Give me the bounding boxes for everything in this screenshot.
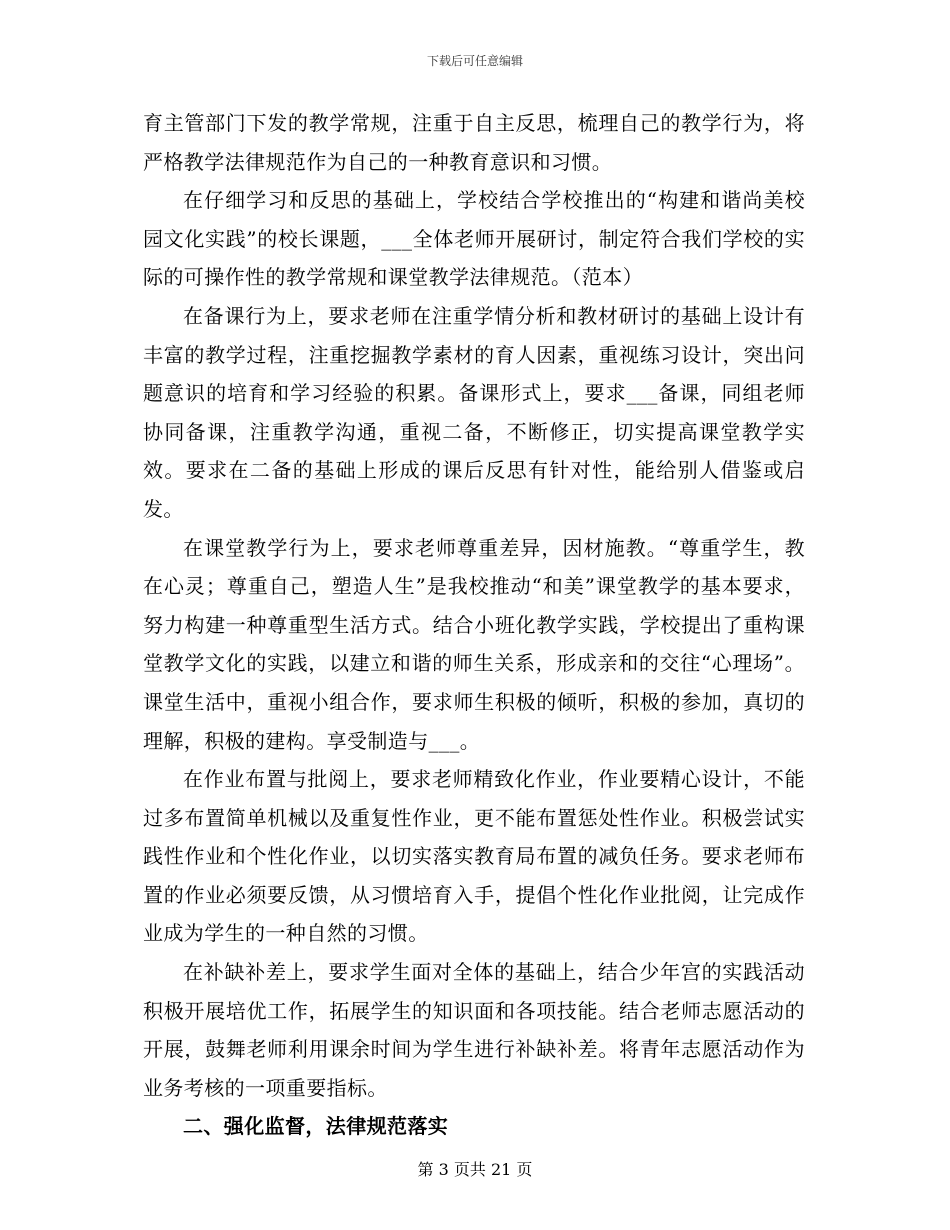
paragraph-classroom-teaching: 在课堂教学行为上，要求老师尊重差异，因材施教。“尊重学生，教在心灵；尊重自己，塑造人生”是我校推动“和美”课堂教学的基本要求，努力构建一种尊重型生活方式。结合小班化教学实践，学校提出了重构课堂教学文化的实践，以建立和谐的师生关系，形成亲和的交往“心理场”。课堂生活中，重视小组合作，要求师生积极的倾听，积极的参加，真切的理解，积极的建构。享受制造与___。 [143, 535, 805, 753]
page-header: 下载后可任意编辑 [426, 54, 523, 68]
paragraph-homework: 在作业布置与批阅上，要求老师精致化作业，作业要精心设计，不能过多布置简单机械以及重复性作业，更不能布置惩处性作业。积极尝试实践性作业和个性化作业，以切实落实教育局布置的减负任务。要求老师布置的作业必须要反馈，从习惯培育入手，提倡个性化作业批阅，让完成作业成为学生的一种自然的习惯。 [143, 767, 805, 946]
paragraph-lesson-prep: 在备课行为上，要求老师在注重学情分析和教材研讨的基础上设计有丰富的教学过程，注重挖掘教学素材的育人因素，重视练习设计，突出问题意识的培育和学习经验的积累。备课形式上，要求___备课，同组老师协同备课，注重教学沟通，重视二备，不断修正，切实提高课堂教学实效。要求在二备的基础上形成的课后反思有针对性，能给别人借鉴或启发。 [143, 303, 805, 521]
section-heading: 二、强化监督，法律规范落实 [183, 1114, 449, 1139]
paragraph-research-basis: 在仔细学习和反思的基础上，学校结合学校推出的“构建和谐尚美校园文化实践”的校长课题，___全体老师开展研讨，制定符合我们学校的实际的可操作性的教学常规和课堂教学法律规范。（范本） [143, 188, 805, 290]
document-body [143, 104, 805, 1146]
page-number: 第 3 页共 21 页 [417, 1160, 533, 1179]
paragraph-remedial: 在补缺补差上，要求学生面对全体的基础上，结合少年宫的实践活动积极开展培优工作，拓展学生的知识面和各项技能。结合老师志愿活动的开展，鼓舞老师利用课余时间为学生进行补缺补差。将青年志愿活动作为业务考核的一项重要指标。 [143, 960, 805, 1100]
paragraph-continued: 育主管部门下发的教学常规，注重于自主反思，梳理自己的教学行为，将严格教学法律规范作为自己的一种教育意识和习惯。 [143, 111, 805, 174]
